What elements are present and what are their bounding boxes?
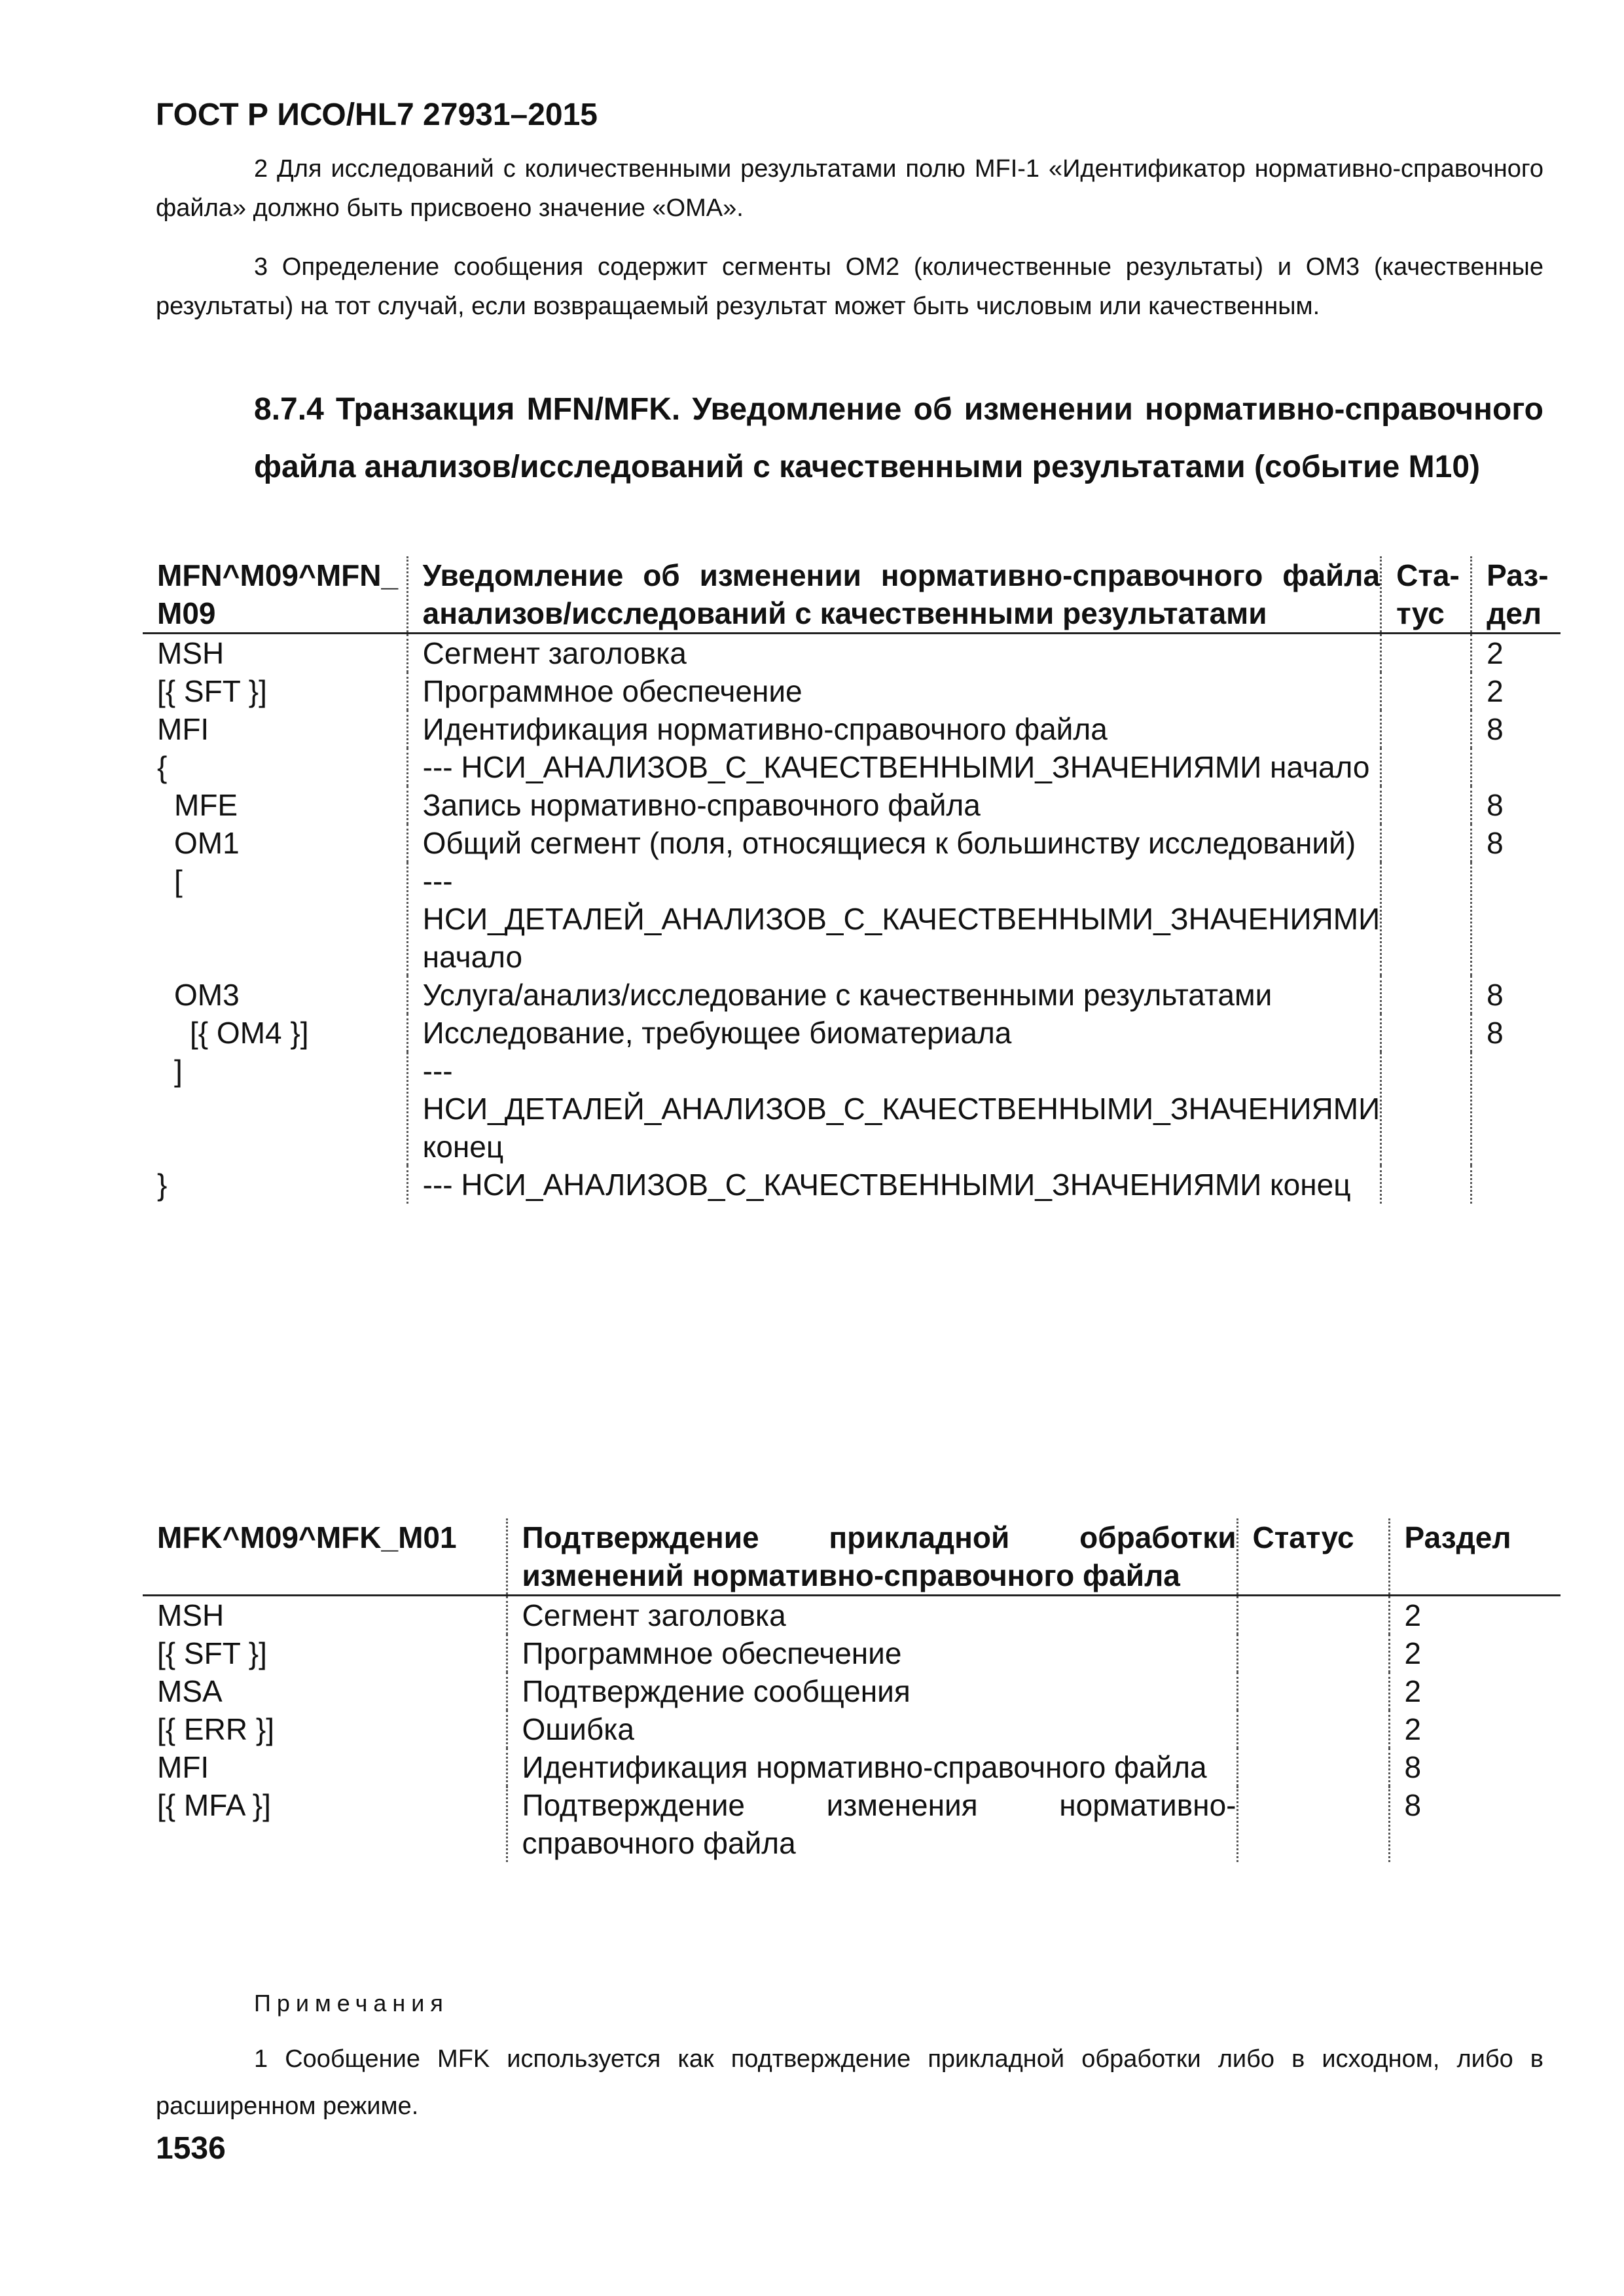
cell-status xyxy=(1381,1014,1471,1052)
table-row xyxy=(143,1596,1561,1635)
cell-status xyxy=(1381,862,1471,976)
cell-status xyxy=(1381,824,1471,862)
cell-segment: [{ OM4 }] xyxy=(190,1016,309,1050)
cell-description: Услуга/анализ/исследование с качественными результатами xyxy=(407,976,1380,1014)
cell-description: --- НСИ_ДЕТАЛЕЙ_АНАЛИЗОВ_С_КАЧЕСТВЕННЫМИ_ЗНАЧЕНИЯМИ конец xyxy=(407,1052,1380,1166)
cell-section: 8 xyxy=(1471,976,1561,1014)
note-2: 2 Для исследований с количественными результатами полю MFI-1 «Идентификатор нормативно-справочного файла» должно быть присвоено значение «OMA». xyxy=(156,155,1543,222)
cell-description: Подтверждение изменения нормативно-справочного файла xyxy=(507,1786,1237,1862)
cell-description: Подтверждение сообщения xyxy=(507,1672,1237,1710)
cell-segment: [{ ERR }] xyxy=(157,1712,274,1746)
header-description: Уведомление об изменении нормативно-справочного файла анализов/исследований с качественными результатами xyxy=(407,556,1380,634)
table-header-row xyxy=(143,556,1561,634)
cell-description: Общий сегмент (поля, относящиеся к большинству исследований) xyxy=(407,824,1380,862)
cell-status xyxy=(1381,710,1471,748)
cell-status xyxy=(1381,634,1471,673)
header-section: Раздел xyxy=(1389,1518,1561,1596)
header-message-type: MFK^M09^MFK_M01 xyxy=(143,1518,507,1596)
cell-description: Сегмент заголовка xyxy=(407,634,1380,673)
cell-status xyxy=(1381,1166,1471,1204)
cell-section: 2 xyxy=(1389,1596,1561,1635)
cell-segment: [{ MFA }] xyxy=(157,1788,271,1822)
cell-section xyxy=(1471,748,1561,786)
table-row xyxy=(143,1166,1561,1204)
mfn-message-table xyxy=(143,556,1561,1204)
table-row xyxy=(143,824,1561,862)
cell-segment: [ xyxy=(174,864,183,898)
cell-section: 8 xyxy=(1471,1014,1561,1052)
table-row xyxy=(143,672,1561,710)
cell-description: Идентификация нормативно-справочного файла xyxy=(507,1748,1237,1786)
table-row xyxy=(143,786,1561,824)
header-status: Статус xyxy=(1237,1518,1389,1596)
header-status: Ста-тус xyxy=(1381,556,1471,634)
cell-description: Ошибка xyxy=(507,1710,1237,1748)
header-message-type: MFN^M09^MFN_ M09 xyxy=(143,556,407,634)
cell-section: 2 xyxy=(1471,672,1561,710)
table-header-row xyxy=(143,1518,1561,1596)
cell-status xyxy=(1237,1710,1389,1748)
cell-status xyxy=(1237,1596,1389,1635)
cell-section: 8 xyxy=(1389,1748,1561,1786)
cell-section xyxy=(1471,862,1561,976)
cell-segment: MSH xyxy=(157,636,225,670)
table-row xyxy=(143,976,1561,1014)
cell-segment: MFI xyxy=(157,712,209,746)
cell-status xyxy=(1381,976,1471,1014)
cell-status xyxy=(1237,1672,1389,1710)
cell-segment: MSA xyxy=(157,1674,223,1708)
section-heading: 8.7.4 Транзакция MFN/MFK. Уведомление об изменении нормативно-справочного файла анализов/исследований с качественными результатами (событие M10) xyxy=(254,392,1543,484)
table-row xyxy=(143,1052,1561,1166)
cell-section: 8 xyxy=(1389,1786,1561,1862)
cell-segment: MFI xyxy=(157,1750,209,1784)
cell-section: 2 xyxy=(1389,1710,1561,1748)
cell-segment: MSH xyxy=(157,1598,225,1632)
table-row xyxy=(143,1014,1561,1052)
cell-section xyxy=(1471,1052,1561,1166)
table-row xyxy=(143,1634,1561,1672)
cell-description: Программное обеспечение xyxy=(407,672,1380,710)
cell-status xyxy=(1237,1634,1389,1672)
cell-section: 8 xyxy=(1471,824,1561,862)
note-3: 3 Определение сообщения содержит сегменты OM2 (количественные результаты) и OM3 (качественные результаты) на тот случай, если возвращаемый результат может быть числовым или качественным. xyxy=(156,253,1543,320)
cell-section: 8 xyxy=(1471,710,1561,748)
cell-segment: ] xyxy=(174,1054,183,1088)
cell-segment: OM1 xyxy=(174,826,240,860)
note-1: 1 Сообщение MFK используется как подтверждение прикладной обработки либо в исходном, либо в расширенном режиме. xyxy=(156,2045,1543,2120)
table-row xyxy=(143,1710,1561,1748)
cell-status xyxy=(1237,1748,1389,1786)
cell-description: --- НСИ_АНАЛИЗОВ_С_КАЧЕСТВЕННЫМИ_ЗНАЧЕНИЯМИ начало xyxy=(407,748,1380,786)
table-row xyxy=(143,1672,1561,1710)
cell-description: Запись нормативно-справочного файла xyxy=(407,786,1380,824)
cell-description: Исследование, требующее биоматериала xyxy=(407,1014,1380,1052)
cell-status xyxy=(1381,1052,1471,1166)
cell-segment: [{ SFT }] xyxy=(157,674,267,708)
cell-description: Идентификация нормативно-справочного файла xyxy=(407,710,1380,748)
notes-title: Примечания xyxy=(254,1990,449,2017)
page-number: 1536 xyxy=(156,2131,226,2166)
cell-segment: [{ SFT }] xyxy=(157,1636,267,1670)
cell-section: 8 xyxy=(1471,786,1561,824)
cell-segment: { xyxy=(157,750,168,784)
cell-description: --- НСИ_ДЕТАЛЕЙ_АНАЛИЗОВ_С_КАЧЕСТВЕННЫМИ_ЗНАЧЕНИЯМИ начало xyxy=(407,862,1380,976)
document-header: ГОСТ Р ИСО/HL7 27931–2015 xyxy=(156,98,598,132)
table-row xyxy=(143,710,1561,748)
cell-section: 2 xyxy=(1389,1672,1561,1710)
cell-section: 2 xyxy=(1389,1634,1561,1672)
cell-status xyxy=(1237,1786,1389,1862)
table-row xyxy=(143,634,1561,673)
table-row xyxy=(143,1748,1561,1786)
table-row xyxy=(143,862,1561,976)
cell-status xyxy=(1381,786,1471,824)
mfk-message-table xyxy=(143,1518,1561,1862)
cell-section xyxy=(1471,1166,1561,1204)
header-section: Раз-дел xyxy=(1471,556,1561,634)
cell-segment: MFE xyxy=(174,788,238,822)
cell-description: --- НСИ_АНАЛИЗОВ_С_КАЧЕСТВЕННЫМИ_ЗНАЧЕНИЯМИ конец xyxy=(407,1166,1380,1204)
cell-section: 2 xyxy=(1471,634,1561,673)
header-description: Подтверждение прикладной обработки изменений нормативно-справочного файла xyxy=(507,1518,1237,1596)
cell-status xyxy=(1381,748,1471,786)
table-row xyxy=(143,748,1561,786)
cell-segment: } xyxy=(157,1168,168,1202)
cell-status xyxy=(1381,672,1471,710)
cell-description: Сегмент заголовка xyxy=(507,1596,1237,1635)
cell-segment: OM3 xyxy=(174,978,240,1012)
cell-description: Программное обеспечение xyxy=(507,1634,1237,1672)
table-row xyxy=(143,1786,1561,1862)
